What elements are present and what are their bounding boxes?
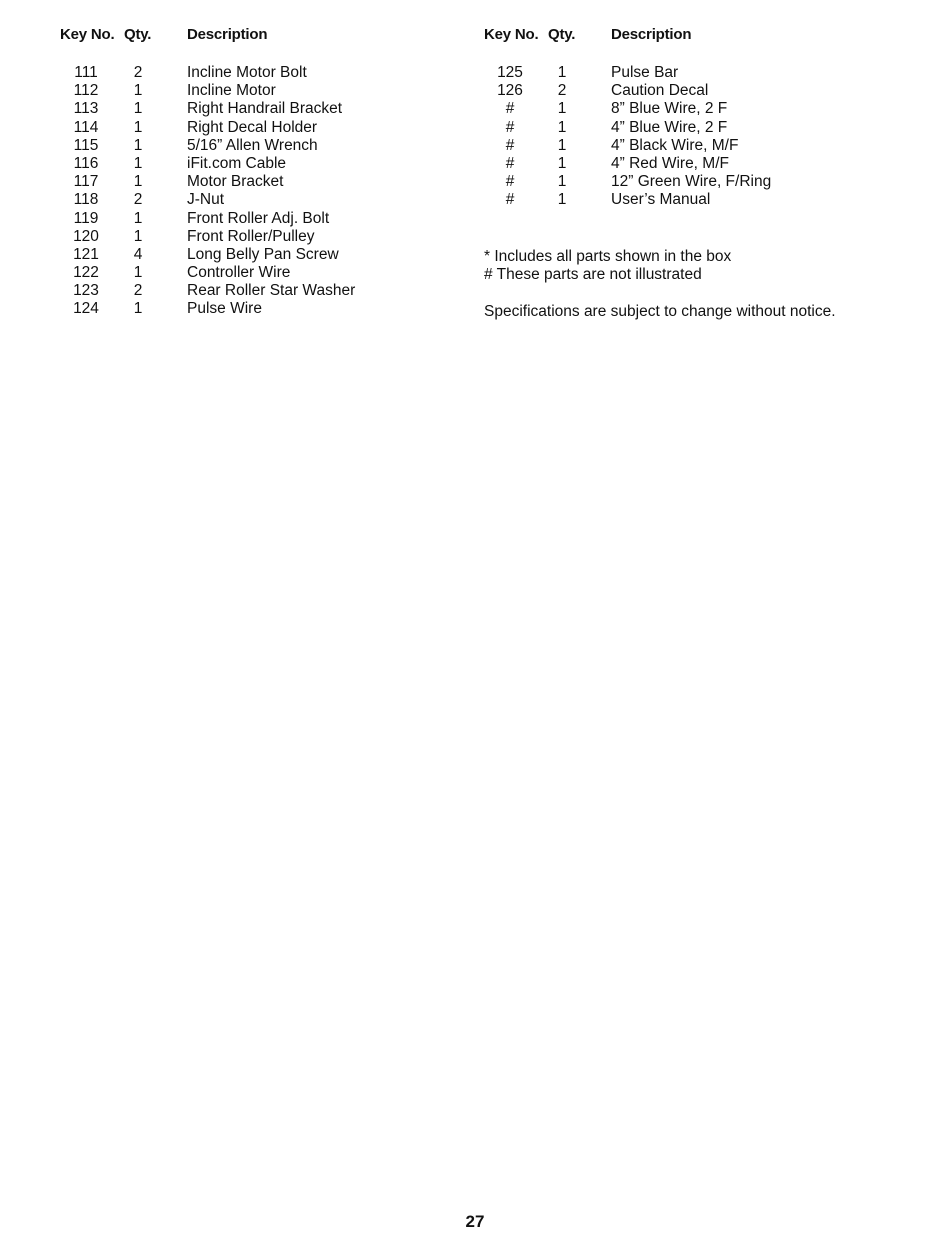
- part-description: J-Nut: [187, 191, 225, 209]
- not-illustrated-note: # These parts are not illustrated: [484, 266, 702, 284]
- part-qty: 1: [133, 136, 143, 154]
- part-qty: 1: [133, 100, 143, 118]
- part-description: Caution Decal: [611, 82, 709, 100]
- page-number: 27: [465, 1212, 485, 1231]
- parts-notes: [484, 248, 836, 321]
- part-key-no: 112: [73, 82, 99, 100]
- part-description: Pulse Wire: [187, 300, 262, 318]
- part-qty: 2: [133, 64, 143, 81]
- part-qty: 1: [557, 100, 567, 118]
- part-description: Motor Bracket: [187, 173, 284, 191]
- part-qty: 1: [557, 173, 567, 191]
- part-key-no: 113: [73, 100, 99, 118]
- part-qty: 1: [133, 264, 143, 282]
- part-key-no: 126: [497, 82, 523, 100]
- part-key-no: #: [505, 154, 515, 172]
- part-description: Front Roller Adj. Bolt: [187, 209, 330, 227]
- part-description: 12” Green Wire, F/Ring: [611, 173, 772, 191]
- part-description: Right Decal Holder: [187, 118, 318, 136]
- part-description: User’s Manual: [611, 191, 711, 209]
- part-key-no: #: [505, 173, 515, 191]
- part-qty: 1: [133, 82, 143, 100]
- part-description: 4” Black Wire, M/F: [611, 136, 739, 154]
- part-qty: 1: [133, 154, 143, 172]
- description-header: Description: [611, 26, 692, 43]
- part-description: Pulse Bar: [611, 64, 679, 81]
- part-description: Front Roller/Pulley: [187, 227, 315, 245]
- part-key-no: 121: [73, 245, 99, 263]
- part-key-no: 117: [73, 173, 99, 191]
- qty-header: Qty.: [548, 26, 576, 43]
- qty-header: Qty.: [124, 26, 152, 43]
- part-qty: 1: [133, 300, 143, 318]
- includes-note: * Includes all parts shown in the box: [484, 248, 732, 265]
- part-key-no: #: [505, 100, 515, 118]
- part-key-no: 125: [497, 64, 523, 81]
- part-key-no: #: [505, 118, 515, 136]
- part-qty: 1: [133, 227, 143, 245]
- specifications-note: Specifications are subject to change without notice.: [484, 302, 836, 320]
- part-qty: 2: [133, 282, 143, 300]
- part-qty: 1: [557, 136, 567, 154]
- part-description: 8” Blue Wire, 2 F: [611, 100, 728, 118]
- part-qty: 1: [557, 118, 567, 136]
- key-no-header: Key No.: [484, 26, 539, 43]
- part-key-no: 122: [73, 264, 99, 282]
- part-key-no: 124: [73, 300, 99, 318]
- part-description: 4” Red Wire, M/F: [611, 154, 729, 172]
- part-key-no: #: [505, 191, 515, 209]
- part-key-no: 116: [73, 154, 99, 172]
- part-qty: 1: [557, 191, 567, 209]
- part-description: Incline Motor Bolt: [187, 64, 307, 81]
- key-no-header: Key No.: [60, 26, 115, 43]
- part-qty: 2: [133, 191, 143, 209]
- part-key-no: 118: [73, 191, 99, 209]
- part-qty: 1: [133, 118, 143, 136]
- part-description: iFit.com Cable: [187, 154, 287, 172]
- part-qty: 1: [557, 64, 567, 81]
- part-key-no: 111: [74, 64, 98, 81]
- part-key-no: 115: [73, 136, 99, 154]
- part-description: Right Handrail Bracket: [187, 100, 343, 118]
- part-key-no: 120: [73, 227, 99, 245]
- part-key-no: #: [505, 136, 515, 154]
- part-description: Rear Roller Star Washer: [187, 282, 356, 300]
- part-description: 5/16” Allen Wrench: [187, 136, 318, 154]
- part-key-no: 114: [73, 118, 99, 136]
- part-description: Controller Wire: [187, 264, 291, 282]
- part-description: Incline Motor: [187, 82, 276, 100]
- part-key-no: 123: [73, 282, 99, 300]
- part-qty: 1: [557, 154, 567, 172]
- part-description: Long Belly Pan Screw: [187, 245, 339, 263]
- part-key-no: 119: [73, 209, 99, 227]
- part-qty: 1: [133, 209, 143, 227]
- part-qty: 2: [557, 82, 567, 100]
- part-qty: 4: [133, 245, 143, 263]
- part-description: 4” Blue Wire, 2 F: [611, 118, 728, 136]
- description-header: Description: [187, 26, 268, 43]
- part-qty: 1: [133, 173, 143, 191]
